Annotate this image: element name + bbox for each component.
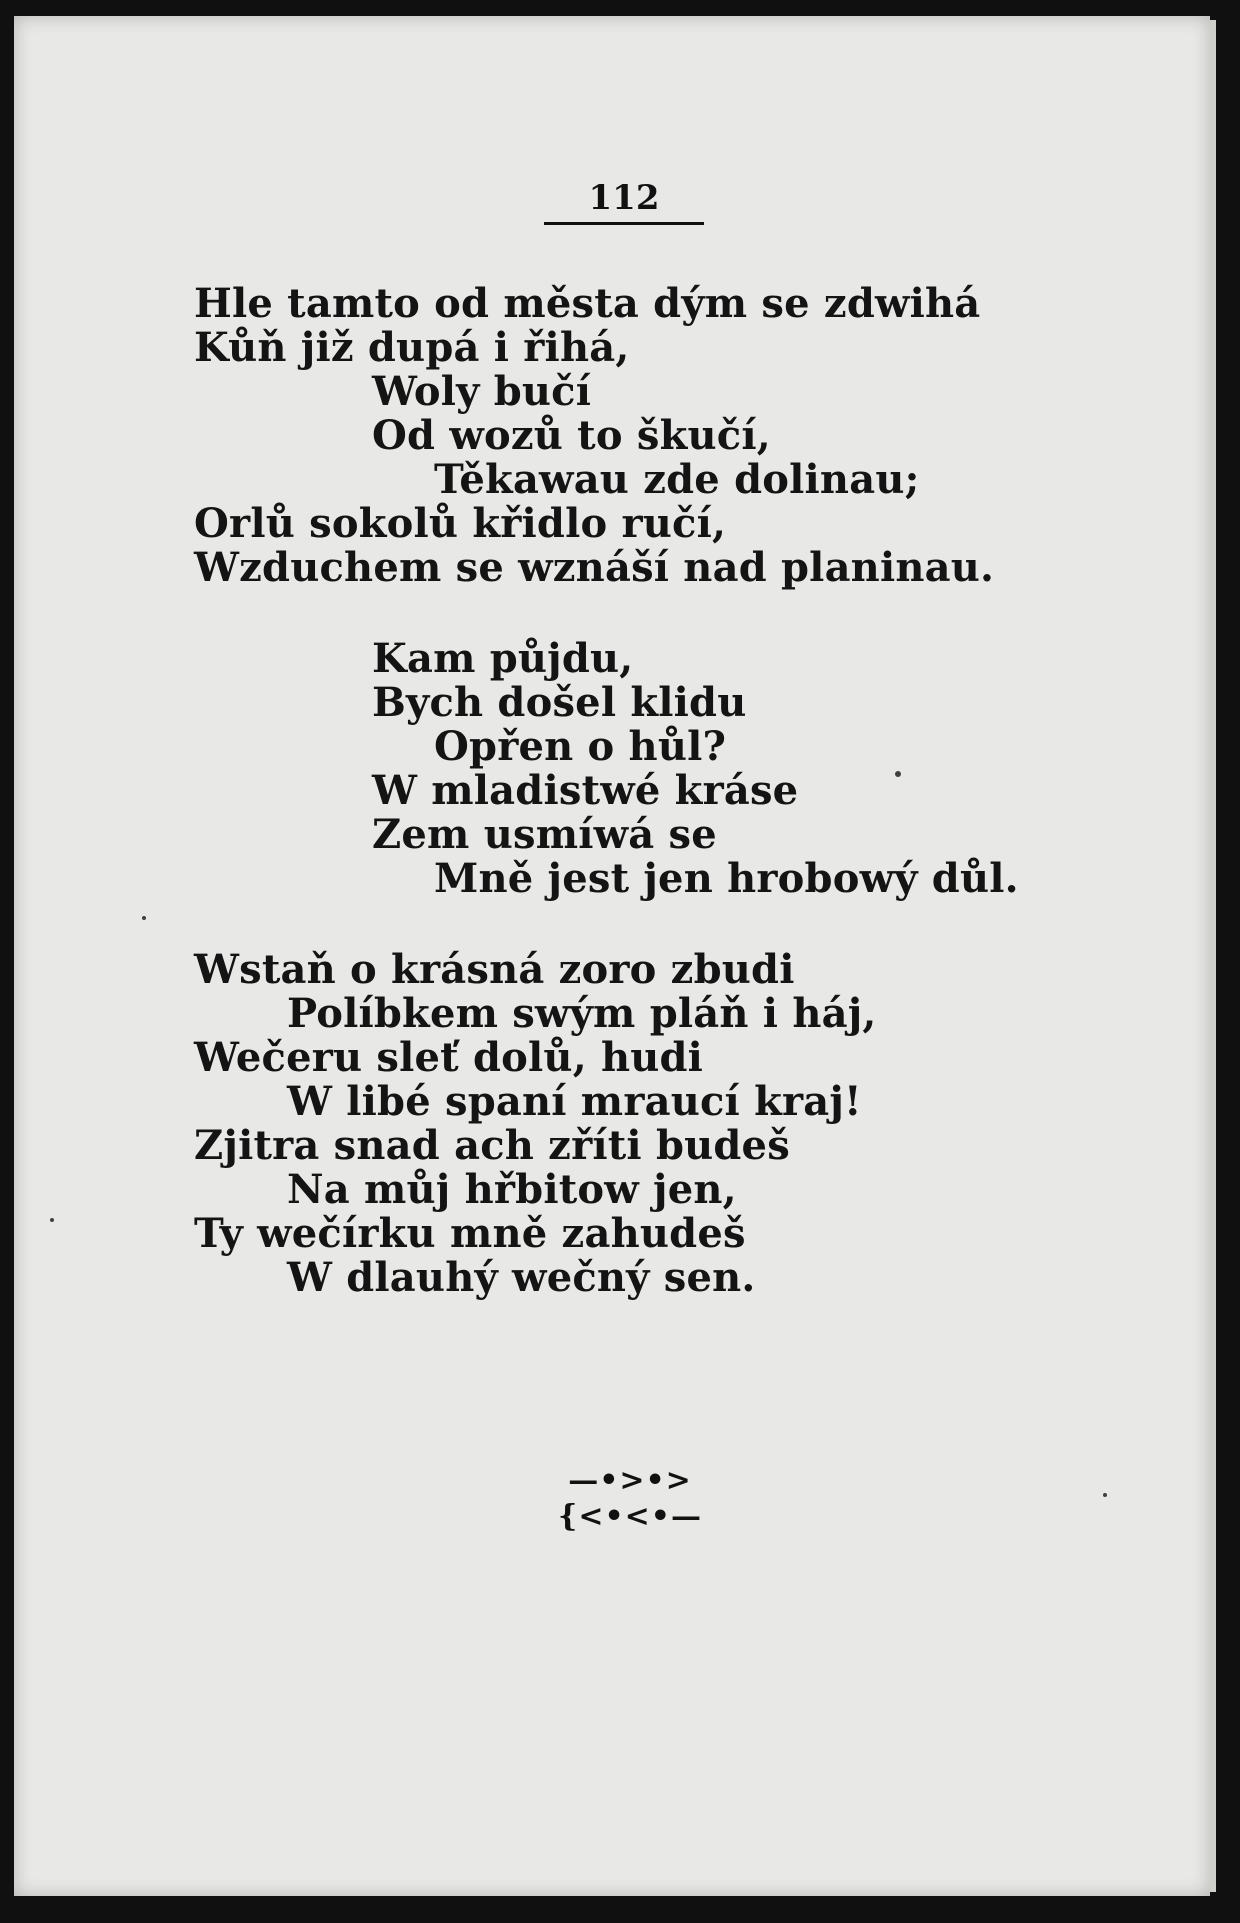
poem-line: W mladistwé kráse: [372, 767, 799, 814]
poem-line: Wstaň o krásná zoro zbudi: [194, 946, 795, 993]
page-number: 112: [588, 178, 660, 218]
ink-speck: [895, 771, 901, 777]
poem-line: Wzduchem se wznáší nad planinau.: [194, 544, 995, 591]
header-rule: [544, 222, 704, 225]
page-edge: [1210, 20, 1216, 1892]
poem-line: Woly bučí: [372, 368, 592, 415]
poem-line: Wečeru sleť dolů, hudi: [194, 1034, 704, 1081]
poem-line: Opřen o hůl?: [434, 723, 727, 770]
ink-speck: [50, 1218, 54, 1222]
poem-line: Na můj hřbitow jen,: [287, 1166, 737, 1213]
poem: [194, 282, 1094, 1347]
ink-speck: [142, 916, 146, 920]
poem-line: Hle tamto od města dým se zdwihá: [194, 280, 981, 327]
poem-line: Ty wečírku mně zahudeš: [194, 1210, 746, 1257]
poem-line: Zem usmíwá se: [372, 811, 717, 858]
ink-speck: [1103, 1493, 1107, 1497]
poem-line: Orlů sokolů křidlo ručí,: [194, 500, 727, 547]
ornament-divider: —•>•>{<•<•—: [558, 1463, 702, 1534]
poem-line: Zjitra snad ach zříti budeš: [194, 1122, 790, 1169]
poem-line: Políbkem swým pláň i háj,: [287, 990, 877, 1037]
poem-line: Mně jest jen hrobowý důl.: [434, 855, 1019, 902]
poem-line: W dlauhý wečný sen.: [287, 1254, 756, 1301]
poem-line: Bych došel klidu: [372, 679, 747, 726]
page-header: [544, 178, 704, 225]
stanza-3: [194, 948, 1094, 1300]
poem-line: Těkawau zde dolinau;: [434, 456, 920, 503]
poem-line: Kůň již dupá i řihá,: [194, 324, 630, 371]
poem-line: Od wozů to škučí,: [372, 412, 771, 459]
stanza-2: [194, 637, 1094, 901]
poem-line: Kam půjdu,: [372, 635, 634, 682]
stanza-1: [194, 282, 1094, 590]
poem-line: W libé spaní mraucí kraj!: [287, 1078, 862, 1125]
